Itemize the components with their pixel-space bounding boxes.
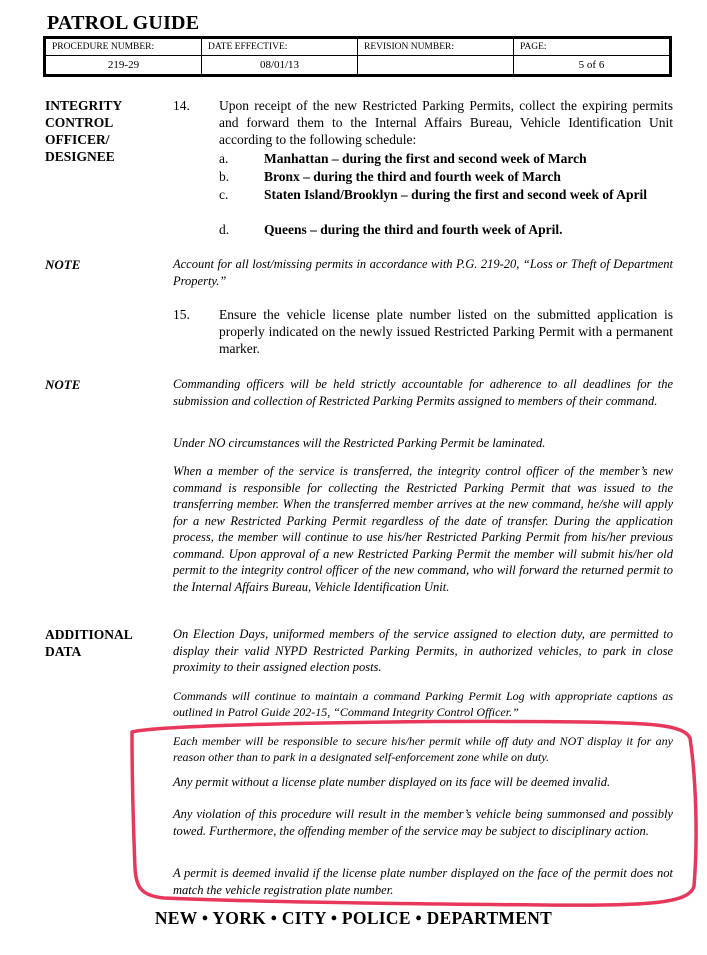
label-line: ADDITIONAL — [45, 627, 133, 642]
section-label-integrity-control-officer — [45, 97, 163, 165]
schedule-item-a: Manhattan – during the first and second week of March — [264, 151, 587, 166]
schedule-letter-d: d. — [219, 222, 230, 237]
label-line: INTEGRITY — [45, 98, 123, 113]
page-label: PAGE: — [514, 39, 670, 56]
step-15-number: 15. — [173, 307, 190, 322]
additional-no-plate-invalid: Any permit without a license plate number displayed on its face will be deemed invalid. — [173, 775, 611, 789]
note-transfer: When a member of the service is transferred, the integrity control officer of the member’s new command is responsible for collecting the Restricted Parking Permit that was issued to the transferring member. When the transferred member arrives at the new command, he/she will apply for a new Restricted Parking Permit regardless of the date of transfer. During the application process, the member will continue to use his/her Restricted Parking Permit from his/her previous command. Upon approval of a new Restricted Parking Permit the member will submit his/her old permit to the integrity control officer of the new command, who will forward the returned permit to the Internal Affairs Bureau, Vehicle Identification Unit. — [173, 464, 673, 594]
revision-number-label: REVISION NUMBER: — [358, 39, 514, 56]
footer-department: NEW • YORK • CITY • POLICE • DEPARTMENT — [154, 908, 553, 928]
header-values-row — [46, 56, 670, 75]
additional-election-days: On Election Days, uniformed members of the service assigned to election duty, are permitted to display their valid NYPD Restricted Parking Permits, in authorized vehicles, to park in close proximity to their assigned election posts. — [173, 627, 673, 674]
note-lamination: Under NO circumstances will the Restricted Parking Permit be laminated. — [173, 436, 546, 450]
note-label: NOTE — [45, 377, 81, 392]
schedule-item-c: Staten Island/Brooklyn – during the first and second week of April — [264, 187, 648, 202]
procedure-header-table — [43, 36, 672, 77]
highlight-stroke — [132, 721, 696, 905]
label-line: DESIGNEE — [45, 149, 115, 164]
procedure-number-value: 219-29 — [46, 56, 202, 75]
additional-violation: Any violation of this procedure will result in the member’s vehicle being summonsed and possibly towed. Furthermore, the offending member of the service may be subject to disciplinary action. — [173, 807, 673, 838]
note-accountability: Commanding officers will be held strictly accountable for adherence to all deadlines for the submission and collection of Restricted Parking Permits assigned to members of their command. — [173, 377, 673, 408]
date-effective-label: DATE EFFECTIVE: — [202, 39, 358, 56]
additional-secure-permit: Each member will be responsible to secure his/her permit while off duty and NOT display it for any reason other than to park in a designated self-enforcement zone while on duty. — [173, 734, 673, 764]
procedure-number-label: PROCEDURE NUMBER: — [46, 39, 202, 56]
note-label: NOTE — [45, 257, 81, 272]
step-14-number: 14. — [173, 98, 190, 113]
note-lost-permits: Account for all lost/missing permits in accordance with P.G. 219-20, “Loss or Theft of Department Property.” — [173, 257, 673, 288]
schedule-letter-a: a. — [219, 151, 229, 166]
schedule-item-b: Bronx – during the third and fourth week of March — [264, 169, 561, 184]
label-line: OFFICER/ — [45, 132, 110, 147]
additional-permit-log: Commands will continue to maintain a command Parking Permit Log with appropriate captions as outlined in Patrol Guide 202-15, “Command Integrity Control Officer.” — [173, 689, 673, 719]
step-15-text: Ensure the vehicle license plate number listed on the submitted application is properly indicated on the newly issued Restricted Parking Permit with a permanent marker. — [219, 307, 673, 356]
schedule-letter-c: c. — [219, 187, 229, 202]
additional-plate-mismatch: A permit is deemed invalid if the license plate number displayed on the face of the permit does not match the vehicle registration plate number. — [173, 866, 673, 897]
section-label-additional-data — [45, 626, 163, 660]
step-14-text: Upon receipt of the new Restricted Parking Permits, collect the expiring permits and forward them to the Internal Affairs Bureau, Vehicle Identification Unit according to the following schedule: — [219, 98, 673, 147]
revision-number-value — [358, 56, 514, 75]
highlight-annotation — [124, 718, 706, 918]
date-effective-value: 08/01/13 — [202, 56, 358, 75]
label-line: CONTROL — [45, 115, 114, 130]
page-title: PATROL GUIDE — [47, 12, 200, 34]
label-line: DATA — [45, 644, 82, 659]
schedule-item-d: Queens – during the third and fourth week of April. — [264, 222, 563, 237]
header-labels-row — [46, 39, 670, 56]
page-value: 5 of 6 — [514, 56, 670, 75]
schedule-letter-b: b. — [219, 169, 230, 184]
